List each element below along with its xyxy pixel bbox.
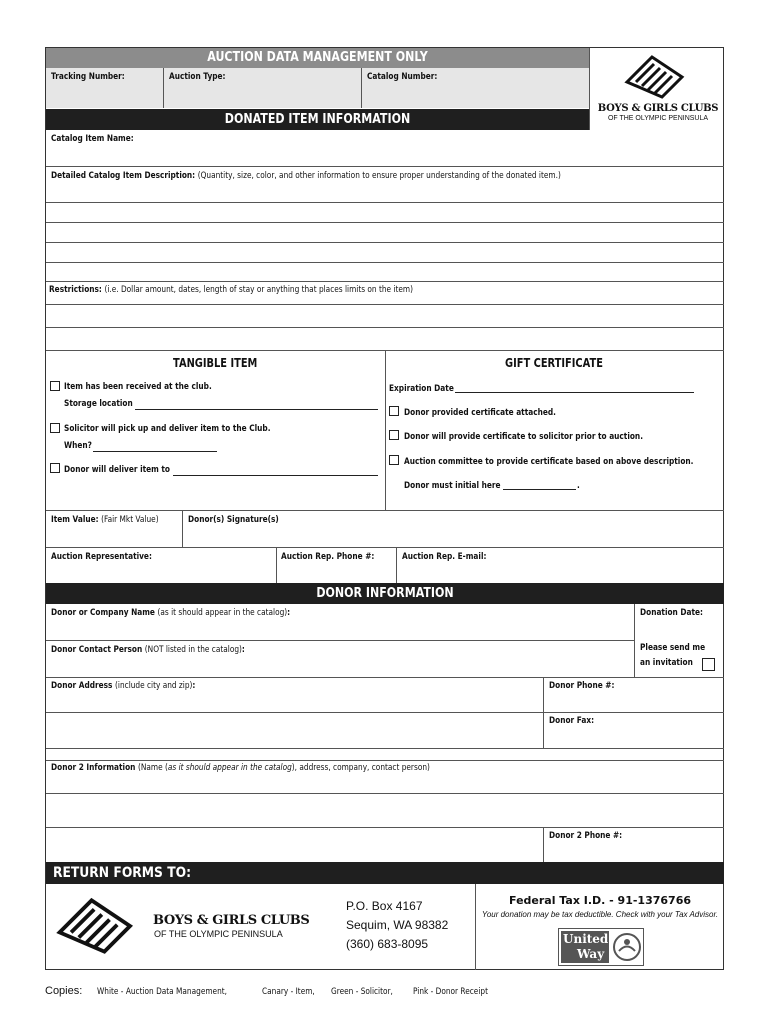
description-label-text: Detailed Catalog Item Description: [51, 171, 196, 181]
initial-label: Donor must initial here [404, 481, 501, 491]
united-way-line2: Way [577, 947, 605, 961]
donor-address-note: (include city and zip) [115, 681, 193, 691]
donor-deliver-label: Donor will deliver item to [64, 465, 170, 475]
tracking-number-field[interactable]: Tracking Number: [51, 72, 125, 82]
return-address [346, 897, 448, 954]
restrictions-note: (i.e. Dollar amount, dates, length of stay or anything that places limits on the item) [104, 285, 413, 295]
tangible-item-title: TANGIBLE ITEM [173, 356, 258, 370]
catalog-item-name-field[interactable]: Catalog Item Name: [51, 134, 134, 144]
invite-line2: an invitation [640, 658, 693, 668]
copies-item: White - Auction Data Management, [97, 987, 228, 997]
footer-logo-name: BOYS & GIRLS CLUBS [153, 913, 310, 928]
restrictions-label[interactable] [49, 285, 413, 295]
storage-label: Storage location [64, 399, 133, 409]
auction-rep-phone-field[interactable]: Auction Rep. Phone #: [281, 552, 375, 562]
donor-deliver-checkbox[interactable] [50, 463, 60, 473]
return-title: RETURN FORMS TO: [53, 865, 192, 881]
committee-checkbox[interactable] [389, 455, 399, 465]
solicitor-pickup-label: Solicitor will pick up and deliver item to the Club. [64, 424, 271, 434]
boys-girls-clubs-logo [590, 48, 724, 130]
description-note: (Quantity, size, color, and other information to ensure proper understanding of the donated item.) [197, 171, 561, 181]
attached-checkbox[interactable] [389, 406, 399, 416]
donor-company-label: Donor or Company Name [51, 608, 155, 618]
address-line-2: Sequim, WA 98382 [346, 918, 449, 932]
donor-phone-field[interactable]: Donor Phone #: [549, 681, 615, 691]
restrictions-label-text: Restrictions: [49, 285, 102, 295]
united-way-line1: United [563, 932, 609, 946]
donor-company-note: (as it should appear in the catalog) [157, 608, 288, 618]
auction-header-title: AUCTION DATA MANAGEMENT ONLY [207, 50, 428, 65]
donated-item-title: DONATED ITEM INFORMATION [224, 112, 411, 127]
storage-line[interactable] [135, 409, 378, 410]
donor-address-label: Donor Address [51, 681, 113, 691]
handshake-logo-icon [622, 52, 692, 102]
donor2-phone-field[interactable]: Donor 2 Phone #: [549, 831, 623, 841]
copies-item: Pink - Donor Receipt [413, 987, 489, 997]
invitation-checkbox[interactable] [702, 658, 715, 671]
tracking-row [46, 68, 589, 108]
provide-label: Donor will provide certificate to solicitor prior to auction. [404, 432, 644, 442]
copies-label: Copies: [45, 985, 83, 997]
auction-type-field[interactable]: Auction Type: [169, 72, 226, 82]
initial-line[interactable] [503, 489, 576, 490]
donor-deliver-line[interactable] [173, 475, 378, 476]
donor2-note-b: ), address, company, contact person) [291, 763, 430, 773]
donor-info-title: DONOR INFORMATION [316, 586, 454, 601]
donor2-info-field[interactable] [51, 763, 430, 773]
donor-fax-field[interactable]: Donor Fax: [549, 716, 595, 726]
item-value-note: (Fair Mkt Value) [101, 515, 159, 525]
donor-signature-field[interactable]: Donor(s) Signature(s) [188, 515, 279, 525]
received-label: Item has been received at the club. [64, 382, 212, 392]
solicitor-pickup-checkbox[interactable] [50, 423, 60, 433]
auction-representative-field[interactable]: Auction Representative: [51, 552, 152, 562]
auction-rep-email-field[interactable]: Auction Rep. E-mail: [402, 552, 487, 562]
donor-address-field[interactable] [51, 681, 195, 691]
donor-contact-field[interactable] [51, 645, 245, 655]
donor-company-colon: : [287, 608, 291, 618]
copies-item: Green - Solicitor, [330, 987, 393, 997]
donor2-label: Donor 2 Information [51, 763, 136, 773]
donor2-note-italic: as it should appear in the catalog [167, 763, 292, 773]
tax-note: Your donation may be tax deductible. Check with your Tax Advisor. [481, 910, 719, 919]
invite-line1: Please send me [640, 643, 706, 653]
address-line-1: P.O. Box 4167 [346, 899, 423, 913]
item-value-field[interactable] [51, 515, 159, 525]
catalog-number-field[interactable]: Catalog Number: [367, 72, 438, 82]
copies-line [45, 985, 505, 997]
description-label[interactable] [51, 171, 561, 181]
when-label: When? [64, 441, 92, 451]
address-line-3: (360) 683-8095 [346, 937, 429, 951]
copies-item: Canary - Item, [261, 987, 315, 997]
donor-company-field[interactable] [51, 608, 290, 618]
when-line[interactable] [93, 451, 217, 452]
united-way-logo [558, 928, 644, 966]
item-value-label: Item Value: [51, 515, 99, 525]
committee-label: Auction committee to provide certificate based on above description. [404, 457, 694, 467]
handshake-logo-icon [50, 894, 146, 958]
donor-address-colon: : [192, 681, 196, 691]
expiration-line[interactable] [455, 392, 694, 393]
tax-id: Federal Tax I.D. - 91-1376766 [509, 894, 691, 907]
united-way-hand-icon [612, 932, 642, 962]
received-checkbox[interactable] [50, 381, 60, 391]
donor-contact-colon: : [241, 645, 245, 655]
donor2-note-a: (Name ( [137, 763, 168, 773]
initial-end: . [577, 481, 580, 491]
donor-contact-label: Donor Contact Person [51, 645, 143, 655]
attached-label: Donor provided certificate attached. [404, 408, 556, 418]
logo-name: BOYS & GIRLS CLUBS [597, 103, 719, 114]
donation-date-field[interactable]: Donation Date: [640, 608, 703, 618]
expiration-label: Expiration Date [389, 384, 454, 394]
donor-contact-note: (NOT listed in the catalog) [144, 645, 242, 655]
provide-checkbox[interactable] [389, 430, 399, 440]
footer-logo [50, 890, 330, 960]
gift-certificate-title: GIFT CERTIFICATE [505, 356, 603, 370]
logo-sub: OF THE OLYMPIC PENINSULA [607, 115, 709, 122]
footer-logo-sub: OF THE OLYMPIC PENINSULA [154, 929, 283, 939]
